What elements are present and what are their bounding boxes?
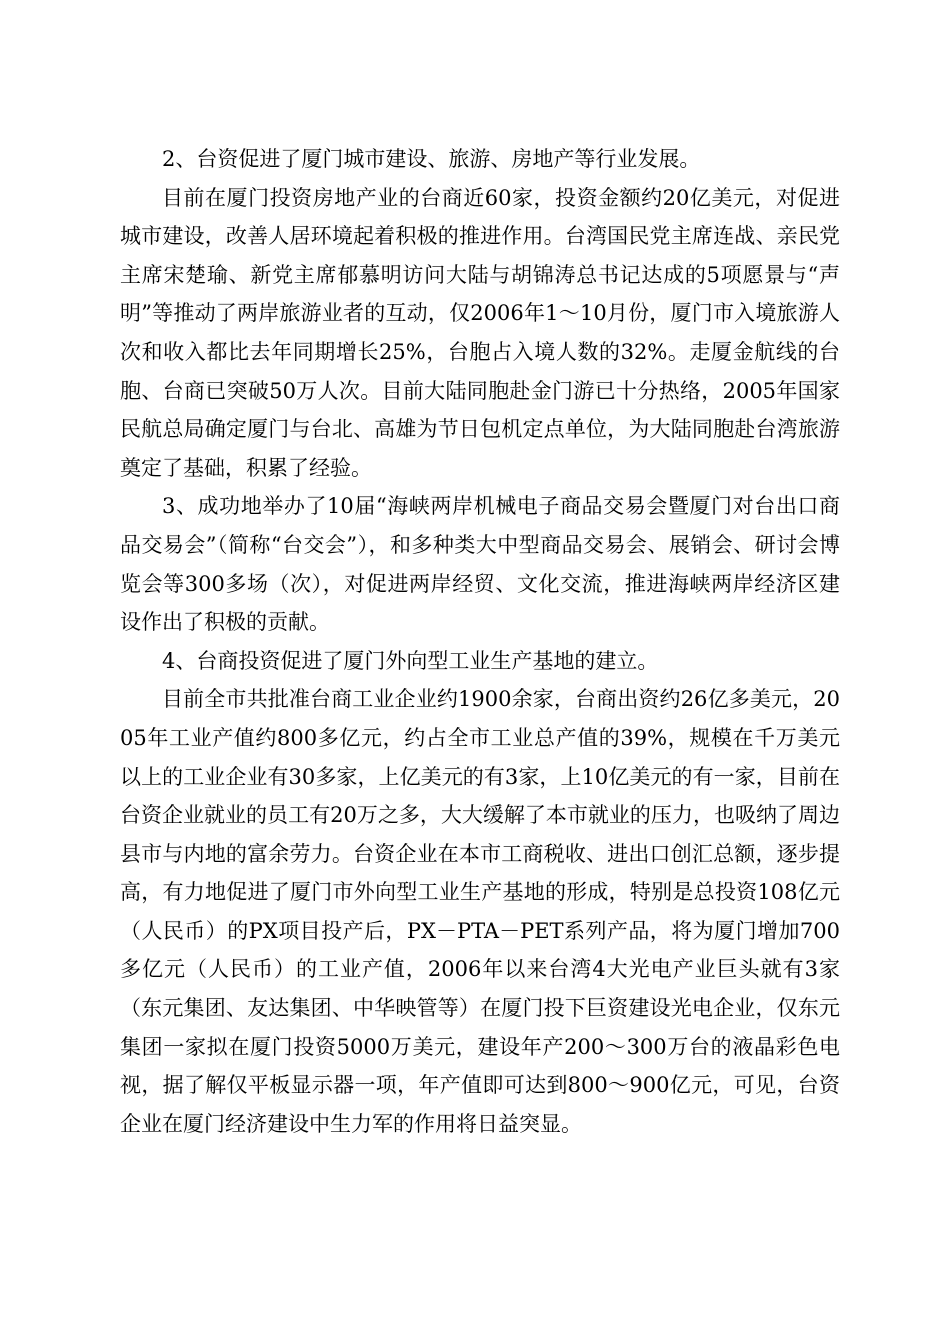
paragraph-real-estate-tourism: 目前在厦门投资房地产业的台商近60家，投资金额约20亿美元，对促进城市建设，改善人居环境起着积极的推进作用。台湾国民党主席连战、亲民党主席宋楚瑜、新党主席郁慕明访问大陆与胡锦涛总书记达成的5项愿景与“声明”等推动了两岸旅游业者的互动，仅2006年1～10月份，厦门市入境旅游人次和收入都比去年同期增长25%，台胞占入境人数的32%。走厦金航线的台胞、台商已突破50万人次。目前大陆同胞赴金门游已十分热络，2005年国家民航总局确定厦门与台北、高雄为节日包机定点单位，为大陆同胞赴台湾旅游奠定了基础，积累了经验。 <box>120 185 840 480</box>
section-heading-2: 2、台资促进了厦门城市建设、旅游、房地产等行业发展。 <box>162 147 701 171</box>
section-heading-4: 4、台商投资促进了厦门外向型工业生产基地的建立。 <box>162 648 659 673</box>
document-body <box>120 140 840 1143</box>
section-heading-3: 3、成功地举办了10届“海峡两岸机械电子商品交易会暨厦门对台出口商品交易会”（简称“台交会”），和多种类大中型商品交易会、展销会、研讨会博览会等300多场（次），对促进两岸经贸、文化交流，推进海峡两岸经济区建设作出了积极的贡献。 <box>120 494 840 635</box>
paragraph-industrial-base: 目前全市共批准台商工业企业约1900余家，台商出资约26亿多美元，2005年工业产值约800多亿元，约占全市工业总产值的39%，规模在千万美元以上的工业企业有30多家，上亿美元的有3家，上10亿美元的有一家，目前在台资企业就业的员工有20万之多，大大缓解了本市就业的压力，也吸纳了周边县市与内地的富余劳力。台资企业在本市工商税收、进出口创汇总额，逐步提高，有力地促进了厦门市外向型工业生产基地的形成，特别是总投资108亿元（人民币）的PX项目投产后，PX－PTA－PET系列产品，将为厦门增加700多亿元（人民币）的工业产值，2006年以来台湾4大光电产业巨头就有3家（东元集团、友达集团、中华映管等）在厦门投下巨资建设光电企业，仅东元集团一家拟在厦门投资5000万美元，建设年产200～300万台的液晶彩色电视，据了解仅平板显示器一项，年产值即可达到800～900亿元，可见，台资企业在厦门经济建设中生力军的作用将日益突显。 <box>120 687 840 1136</box>
